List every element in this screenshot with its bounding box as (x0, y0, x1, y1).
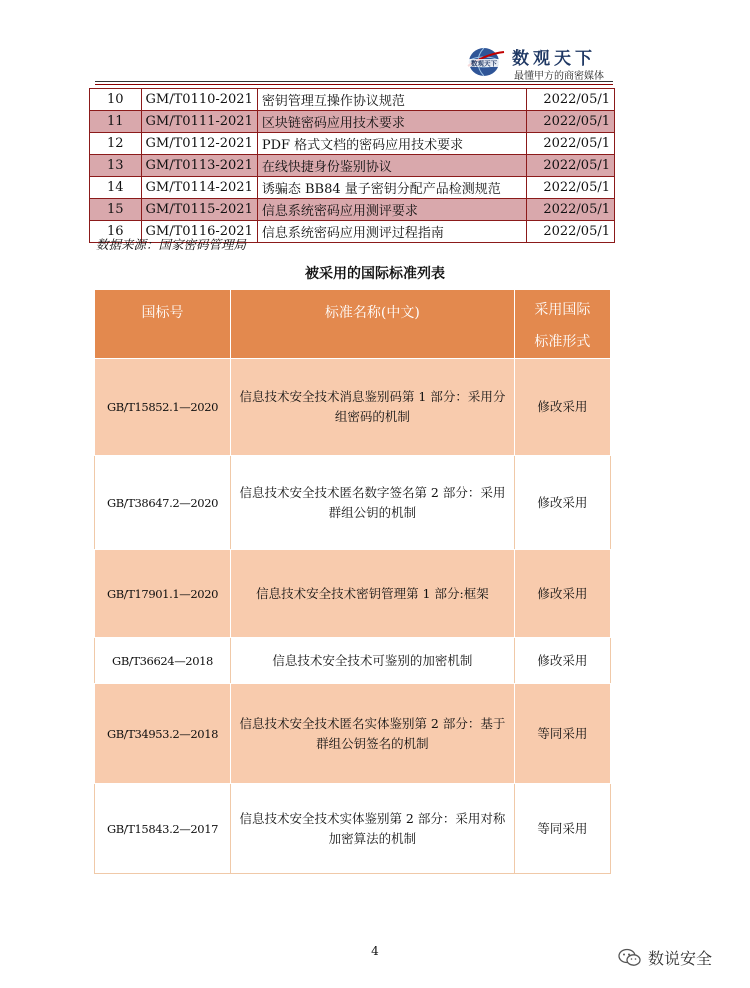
adoption-form: 修改采用 (514, 550, 610, 638)
intl-standard-title: 信息技术安全技术匿名数字签名第 2 部分：采用群组公钥的机制 (231, 456, 515, 550)
header-form (514, 290, 610, 359)
release-date: 2022/05/1 (526, 89, 614, 111)
intl-standard-code: GB/T15852.1—2020 (95, 359, 231, 456)
table-row (95, 638, 611, 684)
adoption-form: 等同采用 (514, 684, 610, 784)
intl-standard-code: GB/T36624—2018 (95, 638, 231, 684)
standard-name: 诱骗态 BB84 量子密钥分配产品检测规范 (257, 177, 526, 199)
release-date: 2022/05/1 (526, 177, 614, 199)
page-number: 4 (371, 944, 379, 958)
standard-code: GM/T0111-2021 (141, 111, 257, 133)
release-date: 2022/05/1 (526, 155, 614, 177)
intl-standard-code: GB/T38647.2—2020 (95, 456, 231, 550)
header-divider (95, 81, 613, 82)
wechat-watermark (618, 946, 712, 969)
table-row (90, 155, 615, 177)
row-number: 12 (90, 133, 142, 155)
standard-name: 信息系统密码应用测评过程指南 (257, 221, 526, 243)
table-row (90, 177, 615, 199)
table-row (95, 359, 611, 456)
standard-code: GM/T0112-2021 (141, 133, 257, 155)
intl-standard-code: GB/T17901.1—2020 (95, 550, 231, 638)
standard-code: GM/T0113-2021 (141, 155, 257, 177)
intl-standard-code: GB/T34953.2—2018 (95, 684, 231, 784)
standard-name: PDF 格式文档的密码应用技术要求 (257, 133, 526, 155)
standard-code: GM/T0115-2021 (141, 199, 257, 221)
brand-slogan: 最懂甲方的商密媒体 (514, 71, 604, 82)
intl-standards-table (94, 289, 611, 874)
watermark-text: 数说安全 (648, 949, 713, 968)
standard-code: GM/T0114-2021 (141, 177, 257, 199)
wechat-icon (618, 948, 642, 968)
adoption-form: 等同采用 (514, 784, 610, 874)
adoption-form: 修改采用 (514, 359, 610, 456)
intl-table-header-row (95, 290, 611, 359)
release-date: 2022/05/1 (526, 199, 614, 221)
standard-code: GM/T0110-2021 (141, 89, 257, 111)
table-row (95, 784, 611, 874)
table-row (90, 133, 615, 155)
release-date: 2022/05/1 (526, 133, 614, 155)
row-number: 16 (90, 221, 142, 243)
adoption-form: 修改采用 (514, 638, 610, 684)
table-row (95, 456, 611, 550)
header-form-line1: 采用国际 (534, 302, 591, 318)
page-header (0, 0, 750, 86)
release-date: 2022/05/1 (526, 111, 614, 133)
intl-table-title: 被采用的国际标准列表 (305, 266, 445, 282)
table-row (90, 199, 615, 221)
globe-logo-icon (466, 46, 506, 78)
header-divider-accent (95, 84, 613, 85)
brand-name: 数观天下 (512, 49, 596, 69)
adoption-form: 修改采用 (514, 456, 610, 550)
header-title: 标准名称(中文) (231, 290, 515, 359)
release-date: 2022/05/1 (526, 221, 614, 243)
table-row (90, 89, 615, 111)
intl-standard-title: 信息技术安全技术匿名实体鉴别第 2 部分：基于群组公钥签名的机制 (231, 684, 515, 784)
standard-name: 在线快捷身份鉴别协议 (257, 155, 526, 177)
row-number: 15 (90, 199, 142, 221)
row-number: 10 (90, 89, 142, 111)
table-row (90, 111, 615, 133)
gm-standards-table (89, 88, 615, 243)
row-number: 14 (90, 177, 142, 199)
standard-name: 区块链密码应用技术要求 (257, 111, 526, 133)
row-number: 11 (90, 111, 142, 133)
intl-standard-title: 信息技术安全技术密钥管理第 1 部分:框架 (231, 550, 515, 638)
intl-standard-code: GB/T15843.2—2017 (95, 784, 231, 874)
intl-standard-title: 信息技术安全技术实体鉴别第 2 部分：采用对称加密算法的机制 (231, 784, 515, 874)
standard-name: 信息系统密码应用测评要求 (257, 199, 526, 221)
intl-standard-title: 信息技术安全技术消息鉴别码第 1 部分：采用分组密码的机制 (231, 359, 515, 456)
header-form-line2: 标准形式 (534, 334, 591, 350)
table-row (95, 550, 611, 638)
intl-standard-title: 信息技术安全技术可鉴别的加密机制 (231, 638, 515, 684)
table-row (95, 684, 611, 784)
standard-name: 密钥管理互操作协议规范 (257, 89, 526, 111)
row-number: 13 (90, 155, 142, 177)
logo-text: 数观天下 (471, 59, 497, 68)
standard-code: GM/T0116-2021 (141, 221, 257, 243)
source-note: 数据来源：国家密码管理局 (96, 237, 247, 252)
header-std-no: 国标号 (95, 290, 231, 359)
